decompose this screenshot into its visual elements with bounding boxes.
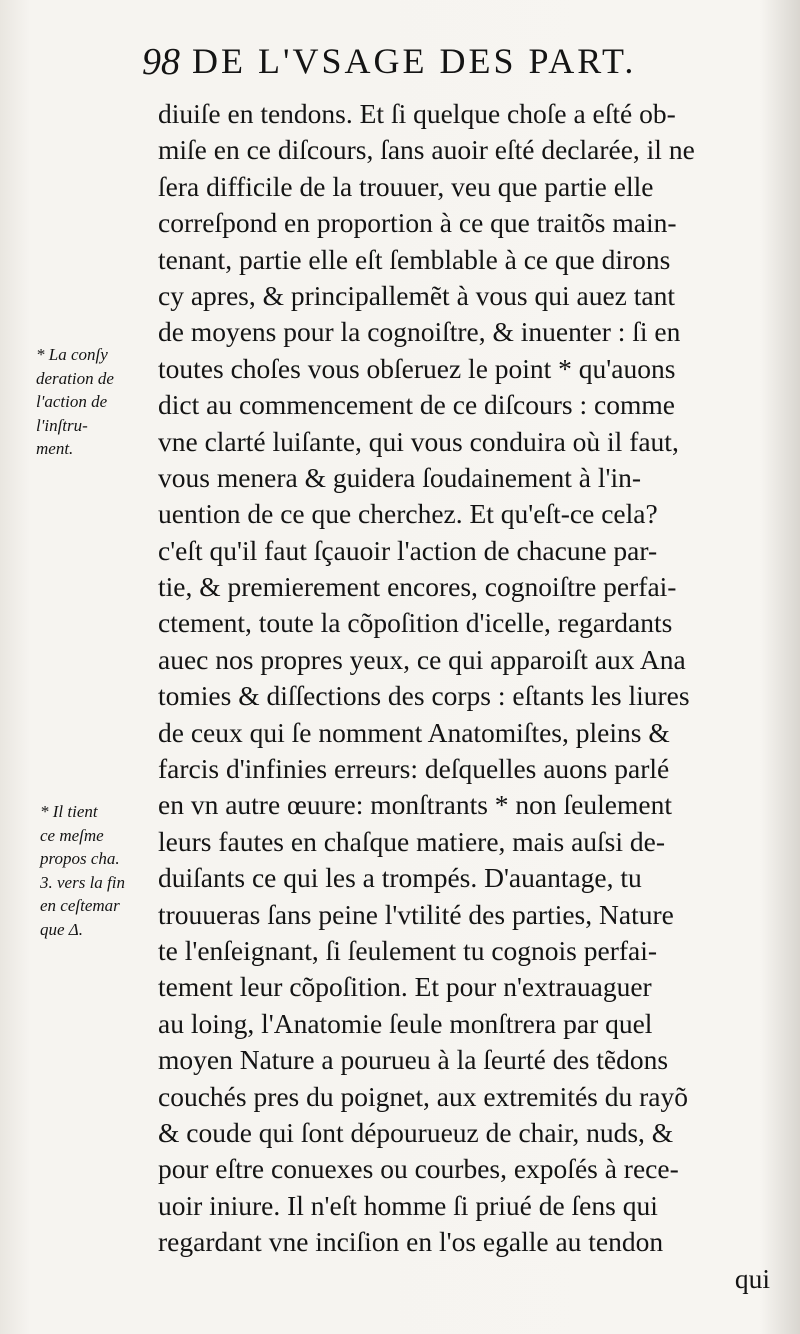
text-line: de moyens pour la cognoiſtre, & inuenter : ſi en — [158, 316, 681, 348]
text-line: pour eſtre conuexes ou courbes, expoſés à rece- — [158, 1153, 679, 1185]
margin-note-line: l'inſtru- — [36, 415, 88, 435]
text-line: cy apres, & principallemẽt à vous qui auez tant — [158, 279, 675, 311]
text-line: moyen Nature a pourueu à la ſeurté des tẽdons — [158, 1044, 669, 1076]
text-line: dict au commencement de ce diſcours : comme — [158, 389, 675, 421]
text-line: leurs fautes en chaſque matiere, mais auſsi de- — [158, 825, 666, 857]
text-line: au loing, l'Anatomie ſeule monſtrera par quel — [158, 1007, 653, 1039]
text-line: toutes choſes vous obſeruez le point * qu'auons — [158, 352, 676, 384]
text-line: tement leur cõpoſition. Et pour n'extrauaguer — [158, 971, 652, 1003]
text-line: diuiſe en tendons. Et ſi quelque choſe a eſté ob- — [158, 98, 676, 129]
margin-note-line: * La conſy — [36, 345, 108, 364]
running-head: DE L'VSAGE DES PART. — [192, 41, 637, 81]
margin-note-2 — [40, 800, 125, 941]
margin-note-line: que Δ. — [40, 919, 84, 939]
text-line: ctement, toute la cõpoſition d'icelle, regardants — [158, 607, 673, 639]
margin-note-line: l'action de — [36, 392, 108, 411]
text-line: vous menera & guidera ſoudainement à l'in- — [158, 461, 641, 493]
text-line: tenant, partie elle eſt ſemblable à ce que dirons — [158, 243, 671, 275]
margin-note-line: deration de — [36, 368, 114, 388]
text-line: miſe en ce diſcours, ſans auoir eſté declarée, il ne — [158, 134, 695, 166]
text-line: en vn autre œuure: monſtrants * non ſeulement — [158, 789, 672, 821]
body-text — [158, 96, 770, 1297]
text-line: uoir iniure. Il n'eſt homme ſi priué de ſens qui — [158, 1189, 658, 1221]
text-line: c'eſt qu'il faut ſçauoir l'action de chacune par- — [158, 534, 658, 566]
margin-note-line: ce meſme — [40, 825, 104, 845]
margin-note-line: en ceſtemar — [40, 896, 120, 915]
margin-note-1 — [36, 343, 114, 461]
text-line: couchés pres du poignet, aux extremités du rayõ — [158, 1080, 688, 1112]
text-line: tomies & diſſections des corps : eſtants les liures — [158, 680, 690, 712]
text-line: de ceux qui ſe nomment Anatomiſtes, pleins & — [158, 716, 670, 748]
text-line: vne clarté luiſante, qui vous conduira où il faut, — [158, 425, 679, 457]
margin-note-line: * Il tient — [40, 802, 98, 821]
margin-note-line: propos cha. — [40, 849, 120, 868]
text-line: auec nos propres yeux, ce qui apparoiſt aux Ana — [158, 643, 686, 675]
text-line: duiſants ce qui les a trompés. D'auantage, tu — [158, 862, 642, 894]
text-line: tie, & premierement encores, cognoiſtre perfai- — [158, 571, 677, 603]
page-number: 98 — [142, 41, 180, 83]
text-line: uention de ce que cherchez. Et qu'eſt-ce cela? — [158, 498, 658, 530]
text-line: & coude qui ſont dépourueuz de chair, nuds, & — [158, 1116, 674, 1148]
margin-note-line: ment. — [36, 439, 74, 458]
text-line: regardant vne inciſion en l'os egalle au tendon — [158, 1226, 664, 1258]
text-line: trouueras ſans peine l'vtilité des parties, Nature — [158, 898, 674, 930]
text-line: correſpond en proportion à ce que traitõs main- — [158, 207, 677, 239]
margin-note-line: 3. vers la fin — [40, 872, 125, 892]
page-header — [140, 40, 770, 90]
text-line: ſera difficile de la trouuer, veu que partie elle — [158, 170, 654, 202]
text-line: te l'enſeignant, ſi ſeulement tu cognois perfai- — [158, 934, 658, 966]
catchword: qui — [734, 1262, 770, 1294]
text-line: farcis d'infinies erreurs: deſquelles auons parlé — [158, 753, 670, 785]
